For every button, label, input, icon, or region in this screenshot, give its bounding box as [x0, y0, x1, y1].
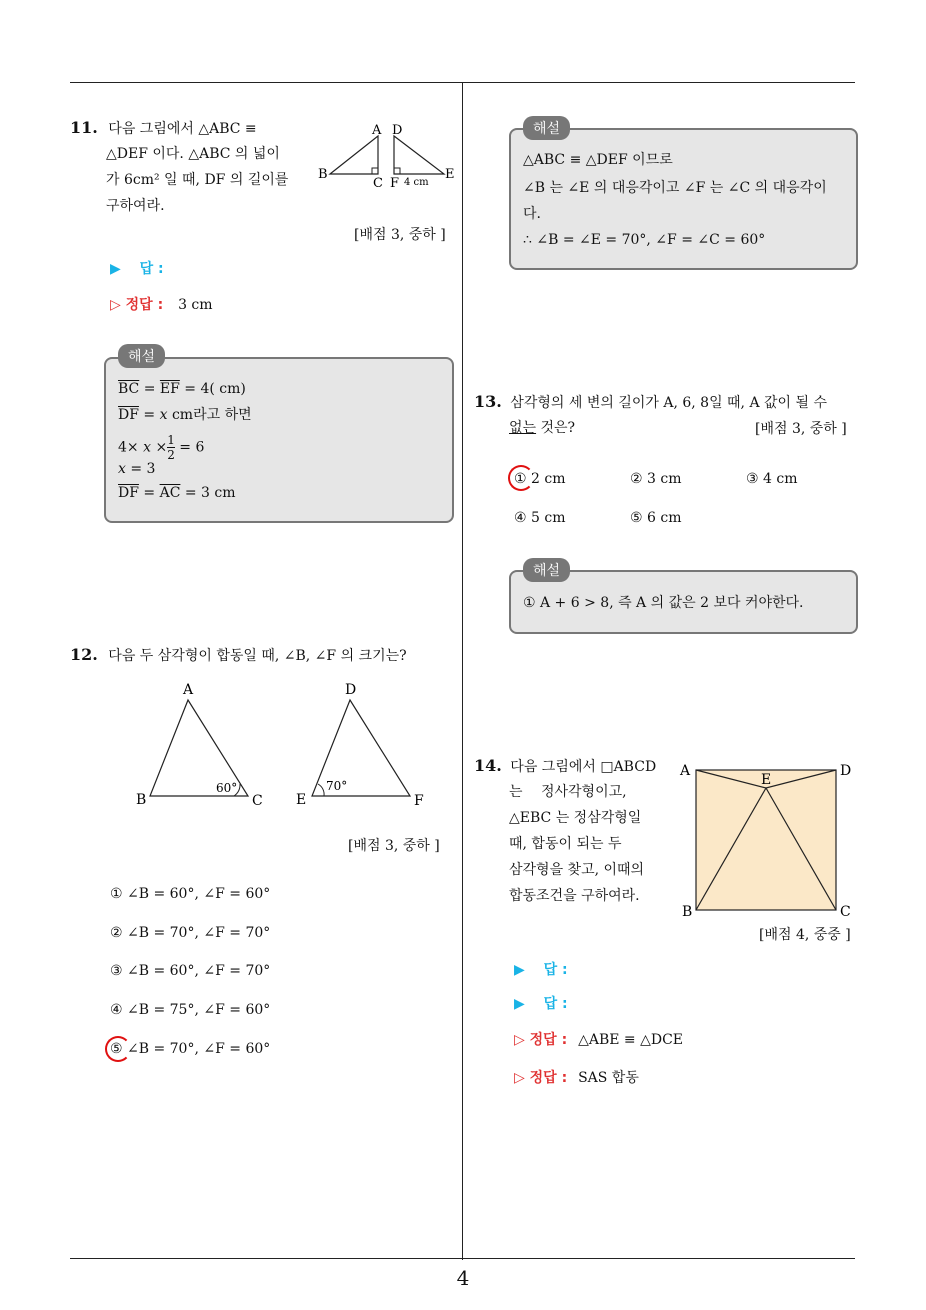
q12-fig-D: D	[345, 682, 357, 698]
q14-fig-B: B	[682, 904, 693, 920]
q14-figure	[676, 758, 856, 920]
q13-choice-5[interactable]: ⑤ 6 cm	[630, 510, 682, 526]
q13-selected-mark	[508, 465, 534, 491]
q13-choice-2[interactable]: ② 3 cm	[630, 471, 682, 487]
q12-fig-C: C	[252, 793, 263, 809]
play-icon: ▶	[514, 996, 525, 1012]
q11-fig-B: B	[318, 167, 328, 182]
q12-number: 12.	[70, 645, 98, 664]
q14-answer-label-2: 답 :	[543, 996, 568, 1012]
q11-question	[70, 118, 257, 139]
q11-solution-tag: 해설	[118, 344, 165, 368]
q12-fig-angle-C: 60°	[216, 781, 238, 795]
q14-correct-label-2: 정답 :	[529, 1070, 568, 1086]
q12-solution-tag: 해설	[523, 116, 570, 140]
q12-fig-B: B	[136, 792, 147, 808]
q12-sol-2: ∠B 는 ∠E 의 대응각이고 ∠F 는 ∠C 의 대응각이	[523, 180, 827, 196]
q11-fig-D: D	[392, 123, 403, 138]
q13-line-2: 없는 것은?	[509, 420, 576, 436]
q11-fig-F: F	[390, 176, 400, 190]
q11-line-4: 구하여라.	[106, 198, 165, 214]
q12-fig-F: F	[414, 793, 424, 809]
q11-line-3: 가 6cm² 일 때, DF 의 길이를	[106, 172, 289, 188]
q11-correct	[110, 294, 213, 314]
q11-sol-5: $\overline{DF} = \overline{AC} = 3$ cm	[118, 485, 236, 501]
q11-fig-E: E	[445, 167, 455, 182]
outline-play-icon: ▷	[514, 1032, 525, 1048]
q13-underlined-text: 없는	[509, 420, 537, 436]
q14-line-4: 때, 합동이 되는 두	[509, 836, 622, 852]
q13-question	[474, 392, 827, 413]
q12-choice-3[interactable]: ③ ∠B = 60°, ∠F = 70°	[110, 963, 271, 979]
q11-correct-value: 3 cm	[178, 297, 213, 313]
q13-number: 13.	[474, 392, 502, 411]
q14-score: [배점 4, 중중 ]	[759, 927, 851, 943]
q12-sol-4: ∴ ∠B = ∠E = 70°, ∠F = ∠C = 60°	[523, 232, 766, 248]
q14-correct-label-1: 정답 :	[529, 1032, 568, 1048]
q11-number: 11.	[70, 118, 98, 137]
q14-answer-label-1: 답 :	[543, 962, 568, 978]
column-divider	[462, 82, 463, 1260]
q12-text: 다음 두 삼각형이 합동일 때, ∠B, ∠F 의 크기는?	[108, 648, 407, 664]
q12-choice-5[interactable]: ⑤ ∠B = 70°, ∠F = 60°	[110, 1041, 271, 1057]
q14-fig-E: E	[761, 772, 772, 788]
q12-solution-box	[509, 128, 858, 270]
q12-figure	[130, 678, 440, 813]
q11-solution-box	[104, 357, 454, 523]
q11-fig-A: A	[372, 123, 382, 138]
q14-correct-value-1: △ABE ≡ △DCE	[578, 1032, 684, 1048]
q12-sol-3: 다.	[523, 206, 541, 222]
q13-choice-4[interactable]: ④ 5 cm	[514, 510, 566, 526]
q12-choice-4[interactable]: ④ ∠B = 75°, ∠F = 60°	[110, 1002, 271, 1018]
q12-selected-mark	[105, 1036, 131, 1062]
q11-line-2: △DEF 이다. △ABC 의 넓이	[106, 146, 280, 162]
q13-choice-1[interactable]: ① 2 cm	[514, 471, 566, 487]
q14-fig-A: A	[680, 763, 691, 779]
q13-sol-1: ① A + 6 > 8, 즉 A 의 값은 2 보다 커야한다.	[523, 595, 804, 611]
q14-fig-C: C	[840, 904, 851, 920]
q12-sol-1: △ABC ≡ △DEF 이므로	[523, 152, 673, 168]
q12-score: [배점 3, 중하 ]	[348, 838, 440, 854]
q11-score: [배점 3, 중하 ]	[354, 227, 446, 243]
q13-solution-tag: 해설	[523, 558, 570, 582]
q14-question	[474, 756, 656, 777]
page-number: 4	[456, 1266, 470, 1290]
q14-correct-1	[514, 1029, 683, 1049]
play-icon: ▶	[110, 261, 121, 277]
q13-choice-3[interactable]: ③ 4 cm	[746, 471, 798, 487]
q14-correct-2	[514, 1067, 639, 1087]
q12-choice-2[interactable]: ② ∠B = 70°, ∠F = 70°	[110, 925, 271, 941]
q11-fig-length: 4 cm	[404, 177, 429, 188]
q12-fig-angle-E: 70°	[326, 779, 348, 793]
q11-correct-label: 정답 :	[125, 297, 164, 313]
outline-play-icon: ▷	[110, 297, 121, 313]
q14-answer-2	[514, 993, 568, 1013]
q11-answer-label: 답 :	[139, 261, 164, 277]
q14-line-6: 합동조건을 구하여라.	[509, 888, 640, 904]
q13-score: [배점 3, 중하 ]	[755, 421, 847, 437]
q11-sol-4: x = 3	[118, 461, 156, 477]
q14-correct-value-2: SAS 합동	[578, 1070, 639, 1086]
q14-answer-1	[514, 959, 568, 979]
q12-question	[70, 645, 407, 666]
q12-fig-A: A	[183, 682, 194, 698]
q11-line-1: 다음 그림에서 △ABC ≡	[108, 121, 257, 137]
q11-sol-1: $\overline{BC} = \overline{EF} = 4$( cm)	[118, 381, 246, 397]
q14-number: 14.	[474, 756, 502, 775]
q13-line-1: 삼각형의 세 변의 길이가 A, 6, 8일 때, A 값이 될 수	[510, 395, 828, 411]
q11-sol-2: $\overline{DF} = x$ cm라고 하면	[118, 407, 252, 423]
q14-line-3: △EBC 는 정삼각형일	[509, 810, 642, 826]
q14-line-5: 삼각형을 찾고, 이때의	[509, 862, 645, 878]
play-icon: ▶	[514, 962, 525, 978]
q11-answer	[110, 258, 164, 278]
q12-fig-E: E	[296, 792, 307, 808]
q11-figure	[312, 118, 462, 190]
q11-sol-3: 4× x × $\frac{1}{2}$ = 6	[118, 433, 205, 462]
q11-fig-C: C	[373, 176, 383, 190]
q14-fig-D: D	[840, 763, 852, 779]
q12-choice-1[interactable]: ① ∠B = 60°, ∠F = 60°	[110, 886, 271, 902]
outline-play-icon: ▷	[514, 1070, 525, 1086]
q14-line-2: 는 정사각형이고,	[509, 784, 627, 800]
q14-line-1: 다음 그림에서 □ABCD	[510, 759, 657, 775]
